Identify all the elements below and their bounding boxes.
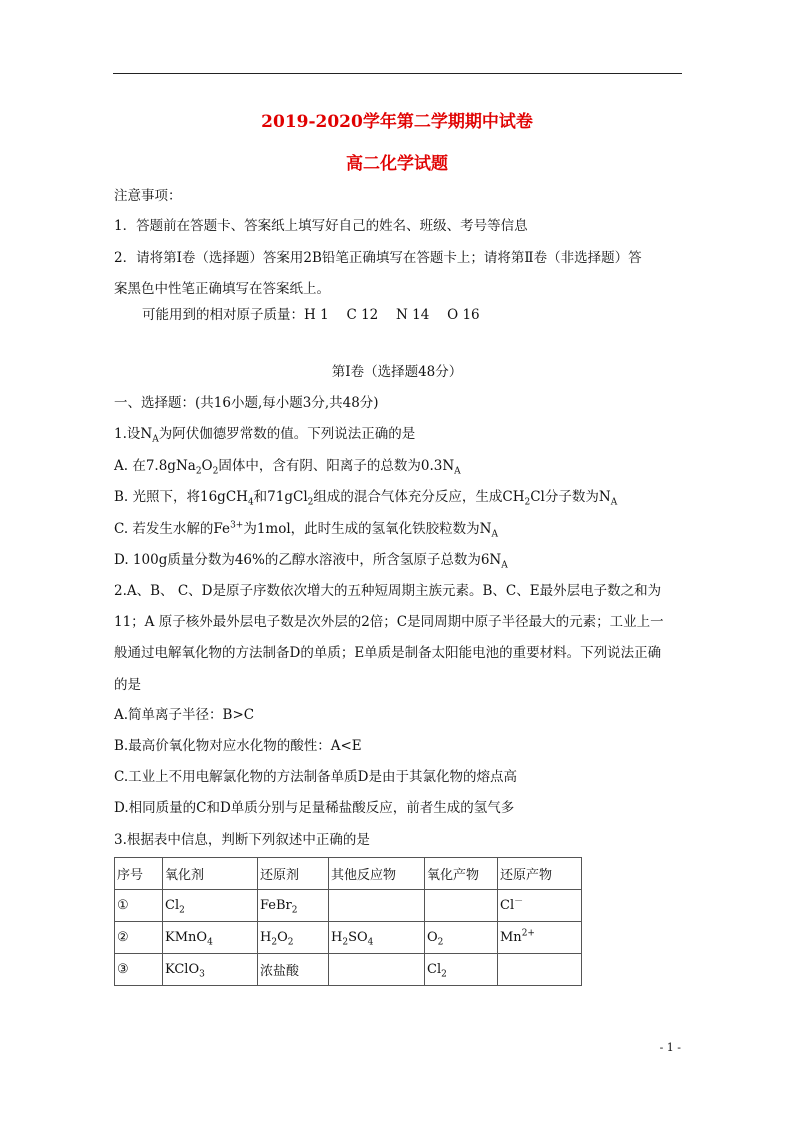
q1-stem: 1.设$N_A$为阿伏伽德罗常数的值。下列说法正确的是: [114, 426, 416, 445]
table-cell: $Cl_2$: [163, 890, 258, 922]
page-number: - 1 -: [659, 1041, 681, 1054]
table-cell: ③: [115, 954, 163, 986]
table-cell: 浓盐酸: [258, 954, 329, 986]
table-row: [115, 954, 582, 986]
q3-table: [114, 857, 582, 986]
q3-stem: 3.根据表中信息，判断下列叙述中正确的是: [114, 832, 370, 848]
header-cell: 氧化剂: [163, 858, 258, 890]
table-cell: KMnO$_4$: [163, 922, 258, 954]
exam-title: 2019-2020学年第二学期期中试卷: [261, 112, 533, 132]
q1-option-a: A. 在$7.8gNa_2O_2$固体中，含有阴、阳离子的总数为$0.3N_A$: [114, 458, 461, 477]
header-cell: 还原剂: [258, 858, 329, 890]
section-heading: 一、选择题：(共16小题,每小题3分,共48分): [114, 395, 379, 411]
q2-option-d: D.相同质量的C和D单质分别与足量稀盐酸反应，前者生成的氢气多: [114, 800, 515, 816]
notice-item-2b: 案黑色中性笔正确填写在答案纸上。: [114, 281, 330, 297]
header-cell: 序号: [115, 858, 163, 890]
notice-item-2a: 2．请将第Ⅰ卷（选择题）答案用2B铅笔正确填写在答题卡上；请将第Ⅱ卷（非选择题）答: [114, 250, 642, 266]
q2-option-c: C.工业上不用电解氯化物的方法制备单质D是由于其氯化物的熔点高: [114, 769, 517, 785]
table-cell: $H_2SO_4$: [329, 922, 425, 954]
table-cell: ①: [115, 890, 163, 922]
q2-stem-line-4: 的是: [114, 677, 141, 693]
q1-option-b: B. 光照下，将16gCH$_4$和71gCl$_2$组成的混合气体充分反应，生成$CH_2Cl$分子数为$N_A$: [114, 489, 618, 508]
table-cell: FeBr$_2$: [258, 890, 329, 922]
table-cell: $H_2O_2$: [258, 922, 329, 954]
table-cell: $Cl_2$: [425, 954, 498, 986]
table-cell: [329, 890, 425, 922]
q2-option-a: A.简单离子半径：B>C: [114, 707, 255, 723]
table-cell: [498, 954, 582, 986]
exam-subtitle: 高二化学试题: [346, 154, 448, 174]
table-row: [115, 922, 582, 954]
header-cell: 其他反应物: [329, 858, 425, 890]
q2-stem-line-1: 2.A、B、 C、D是原子序数依次增大的五种短周期主族元素。B、C、E最外层电子数之和为: [114, 583, 662, 599]
q1-option-c: C. 若发生水解的$Fe^{3+}$为1mol，此时生成的氢氧化铁胶粒数为$N_A$: [114, 520, 498, 540]
header-cell: 氧化产物: [425, 858, 498, 890]
table-cell: [329, 954, 425, 986]
notice-heading: 注意事项：: [114, 188, 182, 204]
notice-item-1: 1．答题前在答题卡、答案纸上填写好自己的姓名、班级、考号等信息: [114, 218, 528, 234]
table-cell: Cl－: [498, 890, 582, 922]
table-cell: [425, 890, 498, 922]
table-cell: ②: [115, 922, 163, 954]
header-rule: [113, 73, 682, 74]
section-title: 第Ⅰ卷（选择题48分）: [331, 364, 463, 380]
q2-option-b: B.最高价氧化物对应水化物的酸性：A<E: [114, 738, 362, 754]
q1-option-d: D. 100g质量分数为46%的乙醇水溶液中，所含氢原子总数为$6N_A$: [114, 552, 508, 571]
q2-stem-line-3: 般通过电解氧化物的方法制备D的单质；E单质是制备太阳能电池的重要材料。下列说法正确: [114, 645, 662, 661]
table-header-row: [115, 858, 582, 890]
table-cell: $O_2$: [425, 922, 498, 954]
table-cell: KClO$_3$: [163, 954, 258, 986]
table-row: [115, 890, 582, 922]
q2-stem-line-2: 11；A 原子核外最外层电子数是次外层的2倍；C是同周期中原子半径最大的元素；工业上一: [114, 614, 664, 630]
atomic-masses: 可能用到的相对原子质量：H 1 C 12 N 14 O 16: [142, 307, 480, 323]
table-cell: $Mn^{2+}$: [498, 922, 582, 954]
header-cell: 还原产物: [498, 858, 582, 890]
